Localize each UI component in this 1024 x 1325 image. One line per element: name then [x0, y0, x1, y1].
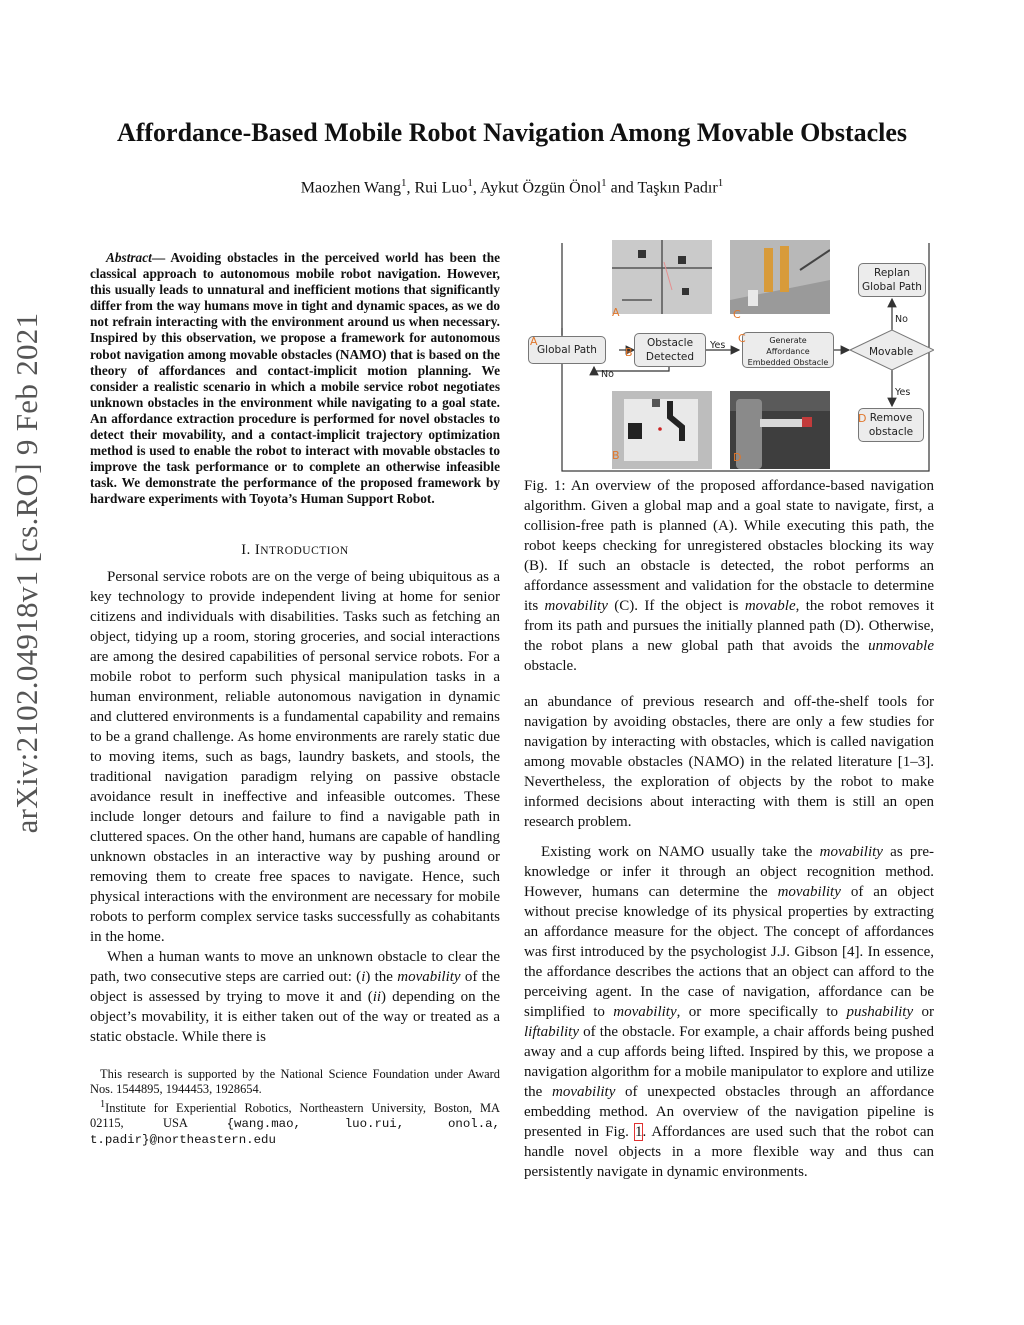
edge-label-no: No [895, 314, 908, 325]
caption-text: (C). If the object is [607, 598, 745, 614]
paper-title: Affordance-Based Mobile Robot Navigation Among Movable Obstacles [116, 118, 908, 147]
text-run: of unexpected obstacles through an affordance embedding method. An overview of the navigation pipeline is presented in Fig. [524, 1084, 934, 1140]
right-paragraph-1: an abundance of previous research and off-the-shelf tools for navigation by avoiding obstacles, there are only a few studies for navigation by interacting with obstacles, which is called navigation among movable obstacles (NAMO) in the related literature [1–3]. Nevertheless, the exploration of objects by the robot to make informed decisions about interacting with them is still an open research problem. [524, 694, 934, 830]
text-run: ) depending on the object’s movability, it is either taken out of the way or treated as a static obstacle. While there is [90, 988, 500, 1045]
map-image-b [612, 391, 712, 469]
italic-run: movability [552, 1084, 616, 1100]
affiliation-mark: 1 [467, 177, 473, 189]
text-run: of an object without precise knowledge of its physical properties by extracting an affordance measure for the object. The concept of affordances was first introduced by the psychologist J.J. Gibson [4]. In essence, the affordance describes the actions that an object can afford to the perceiving agent. In the case of navigation, affordance can be simplified to [524, 884, 934, 1020]
section-title-rest: NTRODUCTION [260, 544, 349, 557]
node-label: Embedded Obstacle [747, 358, 829, 367]
text-run: When a human wants to move an unknown obstacle to clear the path, two consecutive steps are carried out: ( [90, 948, 500, 985]
tag-d: D [858, 412, 867, 425]
author-name: Maozhen Wang [300, 179, 401, 197]
abstract-text: Avoiding obstacles in the perceived world has been the classical approach to autonomous mobile robot navigation. However, this usually leads to unnatural and inefficient motions that significantly differ from the way humans move in tight and dynamic spaces, as we do not refrain interacting with the environment around us when necessary. Inspired by this observation, we propose a framework for autonomous robot navigation among movable obstacles (NAMO) that is based on the theory of affordances and contact-implicit motion planning. We consider a realistic scenario in which a mobile service robot negotiates unknown obstacles in the environment while navigating to a goal state. An affordance extraction procedure is performed for novel obstacles to detect their movability, and a contact-implicit trajectory optimization method is used to enable the robot to interact with movable obstacles to improve the task performance or to complete an otherwise infeasible task. We demonstrate the performance of the proposed framework by hardware experiments with Toyota’s Human Support Robot. [90, 250, 500, 507]
abstract-dash: — [151, 250, 166, 265]
simulation-image-c [730, 240, 830, 314]
right-column [524, 250, 934, 1182]
affiliation-text: Institute for Experiential Robotics, Northeastern University, Boston, MA 02115, USA [90, 1100, 500, 1130]
intro-paragraph-1: Personal service robots are on the verge of being ubiquitous as a key technology to provide independent living at home for senior citizens and individuals with disabilities. Tasks such as fetching an object, tidying up a room, storing groceries, and social interactions are among the desired capabilities of personal service robots. For a mobile robot to perform such physical manipulation tasks in a human environment, reliable autonomous navigation in dynamic and cluttered environments is a fundamental capability and remains to be a grand challenge. As home environments are rarely static due to moving items, such as bags, laundry baskets, and stools, the traditional navigation paradigm relying on passive obstacle avoidance result in ineffective and infeasible outcomes. These include longer detours and failure to find a navigable path in cluttered spaces. On the other hand, humans are capable of handling unknown obstacles in an interactive way by pushing around or removing them to create free spaces to navigate. Hence, such physical interactions with the environment are necessary for mobile robots to perform complex service tasks successfully as cohabitants in the home. [90, 568, 500, 945]
text-run: , or more specifically to [676, 1004, 847, 1020]
intro-paragraph-2 [90, 947, 500, 1047]
italic-run: movability [613, 1004, 677, 1020]
text-run: as pre-knowledge or infer it through an object recognition method. However, humans can determine the [524, 844, 934, 900]
node-label: Replan [874, 267, 910, 279]
tag-c: C [733, 308, 741, 321]
replan-node [858, 263, 926, 297]
node-label: Obstacle [646, 337, 694, 349]
tag-c: C [738, 332, 746, 345]
edge-label-no: No [601, 369, 614, 380]
footnote-affiliation [90, 1097, 500, 1148]
figure-reference-link[interactable]: 1 [634, 1124, 643, 1140]
italic-run: liftability [524, 1024, 579, 1040]
footnote-mark: 1 [100, 1098, 106, 1110]
caption-text: , the robot removes it from its path and pursues the initially planned path (D). Otherwise, the robot plans a new global path that avoids the [524, 598, 935, 654]
author-separator: and [606, 179, 638, 197]
author-name: Rui Luo [414, 179, 468, 197]
tag-d: D [733, 451, 742, 464]
text-run: . Affordances are used such that the robot can handle novel objects in a more flexible way and thus can persistently navigate in dynamic environments. [524, 1124, 934, 1180]
movable-label: Movable [869, 346, 914, 358]
figure-1 [524, 243, 934, 473]
footnotes [90, 1067, 500, 1148]
italic-run: pushability [846, 1004, 914, 1020]
text-run: of the object is assessed by trying to move it and ( [90, 968, 500, 1005]
section-title-initial: I [254, 541, 261, 558]
left-column [90, 250, 500, 1148]
caption-italic: unmovable [868, 638, 934, 654]
caption-text: obstacle. [524, 658, 577, 674]
map-image-a [612, 240, 712, 314]
italic-run: movability [397, 968, 461, 985]
italic-run: movability [819, 844, 883, 860]
tag-b: B [612, 449, 620, 462]
italic-run: movability [777, 884, 841, 900]
node-label: Global Path [862, 281, 922, 293]
text-run: or [913, 1004, 934, 1020]
author-separator: , [472, 179, 480, 197]
caption-italic: movable [744, 598, 796, 614]
obstacle-detected-node [634, 333, 706, 367]
author-separator: , [406, 179, 415, 197]
figure-caption [524, 476, 934, 676]
edge-label-yes: Yes [895, 387, 911, 398]
affiliation-mark: 1 [717, 177, 724, 189]
affiliation-mark: 1 [400, 177, 407, 189]
tag-a: A [530, 335, 538, 348]
node-label: Generate [769, 336, 807, 345]
right-paragraph-2 [524, 842, 934, 1182]
abstract-label: Abstract [106, 250, 152, 265]
node-label: Affordance [766, 347, 810, 356]
section-number: I. [241, 541, 255, 558]
arxiv-watermark: arXiv:2102.04918v1 [cs.RO] 9 Feb 2021 [9, 312, 44, 834]
global-path-node: Global Path [528, 336, 606, 364]
caption-text: Fig. 1: An overview of the proposed affordance-based navigation algorithm. Given a global map and a goal state to navigate, first, a collision-free path is planned (A). While executing this path, the robot keeps checking for unregistered obstacles blocking its way (B). If such an obstacle is detected, the robot performs an affordance assessment and validation for the obstacle to determine its [524, 478, 934, 614]
tag-b: B [625, 346, 633, 359]
author-name: Taşkın Padır [637, 179, 718, 197]
node-label: Detected [645, 351, 695, 363]
footnote-funding: This research is supported by the National Science Foundation under Award Nos. 1544895, 1944453, 1928654. [90, 1066, 500, 1096]
caption-italic: movability [544, 598, 608, 614]
text-run: Existing work on NAMO usually take the [541, 844, 820, 860]
text-run: ) the [365, 968, 398, 985]
author-name: Aykut Özgün Önol [479, 179, 602, 197]
generate-affordance-node [742, 332, 834, 368]
section-heading [90, 540, 500, 561]
author-emails: {wang.mao, luo.rui, onol.a, t.padir}@northeastern.edu [90, 1116, 500, 1147]
author-list [0, 177, 1024, 197]
affiliation-mark: 1 [601, 177, 607, 189]
text-run: of the obstacle. For example, a chair affords being pushed away and a cup affords being lifted. Inspired by this, we propose a navigation algorithm for a mobile manipulator to explore and utilize the [524, 1024, 934, 1100]
tag-a: A [612, 306, 620, 319]
node-label: obstacle [868, 426, 914, 438]
abstract [90, 250, 500, 508]
italic-run: ii [372, 988, 382, 1005]
remove-obstacle-node [858, 408, 924, 442]
edge-label-yes: Yes [710, 340, 726, 351]
node-label: Remove [869, 412, 913, 424]
robot-photo-d [730, 391, 830, 469]
italic-run: i [361, 968, 366, 985]
